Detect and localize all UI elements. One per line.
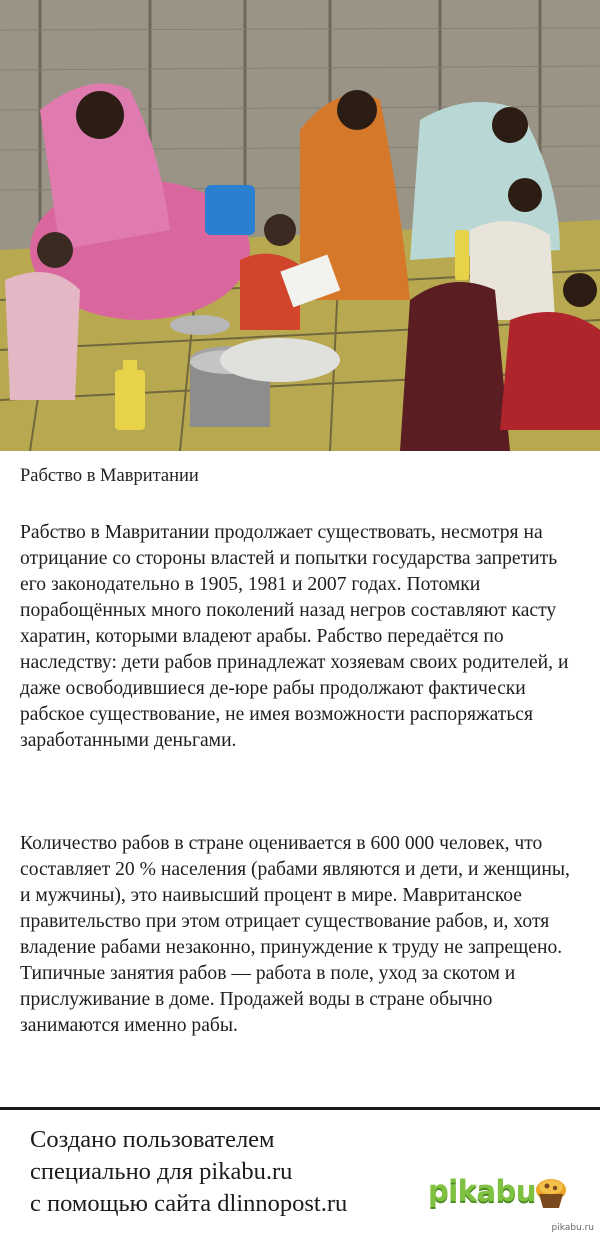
article-paragraph-2: Количество рабов в стране оценивается в 600 000 человек, что составляет 20 % населения (рабами являются и дети, и женщины, и мужчины), это наивысший процент в мире. Мавританское правительство при этом отрицает существование рабов, и, хотя владение рабами незаконно, принуждение к труду не запрещено. Типичные занятия рабов — работа в поле, уход за скотом и прислуживание в доме. Продажей воды в стране обычно занимаются именно рабы.: [20, 833, 570, 1036]
pikabu-logo-text: pikabu: [428, 1174, 536, 1208]
pikabu-watermark: pikabu.ru: [551, 1223, 594, 1233]
cupcake-icon: [531, 1174, 571, 1214]
footer-divider: [0, 1107, 600, 1110]
footer-credits: [30, 1124, 347, 1220]
pikabu-logo[interactable]: [428, 1172, 573, 1220]
footer-line-1: Создано пользователем: [30, 1126, 275, 1153]
footer-line-3[interactable]: с помощью сайта dlinnopost.ru: [30, 1190, 348, 1217]
footer-line-2[interactable]: специально для pikabu.ru: [30, 1158, 293, 1185]
article-photo: [0, 0, 600, 451]
photo-illustration: [0, 0, 600, 451]
article-title: Рабство в Мавритании: [20, 466, 199, 486]
article-paragraph-1: Рабство в Мавритании продолжает существовать, несмотря на отрицание со стороны властей и попытки государства запретить его законодательно в 1905, 1981 и 2007 годах. Потомки порабощённых много поколений назад негров составляют касту харатин, которыми владеют арабы. Рабство передаётся по наследству: дети рабов принадлежат хозяевам своих родителей, и даже освободившиеся де-юре рабы продолжают фактически рабское существование, не имея возможности распоряжаться заработанными деньгами.: [20, 522, 569, 751]
